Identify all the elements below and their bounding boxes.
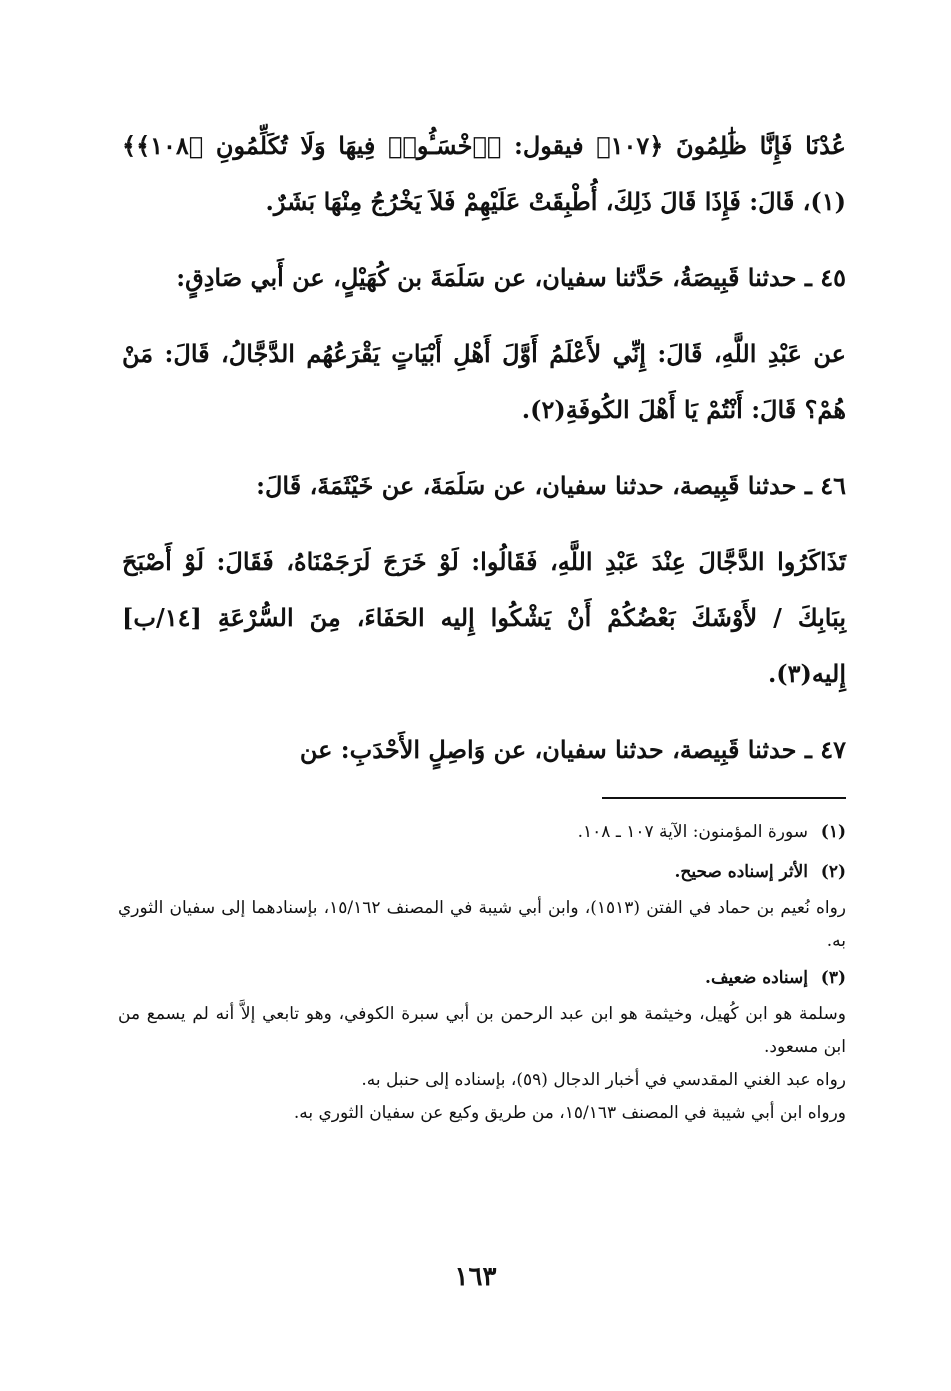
main-text <box>122 118 846 778</box>
paragraph-hadith-45-matn: عن عَبْدِ اللَّهِ، قَالَ: إِنِّي لأَعْلَمُ أَوَّلَ أَهْلِ أَبْيَاتٍ يَقْرَعُهُم الدَّجَّالُ، قَالَ: مَنْ هُمْ؟ قَالَ: أَنْتُمْ يَا أَهْلَ الكُوفَةِ(٢). <box>122 339 846 424</box>
paragraph-hadith-47-isnad: ٤٧ ـ حدثنا قَبِيصة، حدثنا سفيان، عن وَاصِلٍ الأَحْدَبِ: عن <box>299 735 846 764</box>
footnote-1 <box>118 812 846 852</box>
footnote-line: ورواه ابن أبي شيبة في المصنف ١٥/١٦٣، من طريق وكيع عن سفيان الثوري به. <box>293 1103 846 1123</box>
footnote-2 <box>118 852 846 892</box>
footnote-title: إسناده ضعيف. <box>705 968 808 988</box>
footnote-number: (١) <box>820 822 846 842</box>
footnotes <box>118 812 846 1130</box>
paragraph-hadith-45-isnad: ٤٥ ـ حدثنا قَبِيصَةُ، حَدَّثنا سفيان، عن سَلَمَةَ بن كُهَيْلٍ، عن أَبي صَادِقٍ: <box>176 263 846 292</box>
paragraph-hadith-46-matn: تَذَاكَرُوا الدَّجَّالَ عِنْدَ عَبْدِ اللَّهِ، فَقَالُوا: لَوْ خَرَجَ لَرَجَمْنَاهُ، فَقَالَ: لَوْ أَصْبَحَ بِبَابِكَ / لأَوْشَكَ بَعْضُكُمْ أَنْ يَشْكُوا إِليه الحَفَاءَ، مِنَ السُّرْعَةِ [١٤/ب] إِليه(٣). <box>122 547 846 688</box>
footnote-title: الأثر إسناده صحيح. <box>674 862 808 882</box>
footnote-separator <box>602 797 846 799</box>
footnote-line: رواه نُعيم بن حماد في الفتن (١٥١٣)، وابن أبي شيبة في المصنف ١٥/١٦٢، بإسنادهما إلى سفيان الثوري به. <box>118 898 847 951</box>
paragraph-hadith-46-isnad: ٤٦ ـ حدثنا قَبِيصة، حدثنا سفيان، عن سَلَمَةَ، عن خَيْثَمَةَ، قَالَ: <box>256 471 846 500</box>
footnote-line: رواه عبد الغني المقدسي في أخبار الدجال (٥٩)، بإسناده إلى حنبل به. <box>361 1070 846 1090</box>
paragraph-quran-verse: عُدْنَا فَإِنَّا ظَٰلِمُونَ ﴿١٠٧﴾ فيقول: ﴿ٱخْسَـُٔوا۟ فِيهَا وَلَا تُكَلِّمُونِ ﴿١٠٨﴾﴾(١)، قَالَ: فَإِذَا قَالَ ذَلِكَ، أُطْبِقَتْ عَلَيْهِمْ فَلاَ يَخْرُجُ مِنْهَا بَشَرٌ. <box>122 131 847 216</box>
page-number: ١٦٣ <box>454 1262 497 1292</box>
footnote-line: وسلمة هو ابن كُهيل، وخيثمة هو ابن عبد الرحمن بن أبي سبرة الكوفي، وهو تابعي إلاَّ أنه لم يسمع من ابن مسعود. <box>118 1004 846 1057</box>
footnote-3 <box>118 958 846 998</box>
footnote-title: سورة المؤمنون: الآية ١٠٧ ـ ١٠٨. <box>577 822 808 842</box>
footnote-number: (٣) <box>820 968 846 988</box>
footnote-number: (٢) <box>820 862 846 882</box>
